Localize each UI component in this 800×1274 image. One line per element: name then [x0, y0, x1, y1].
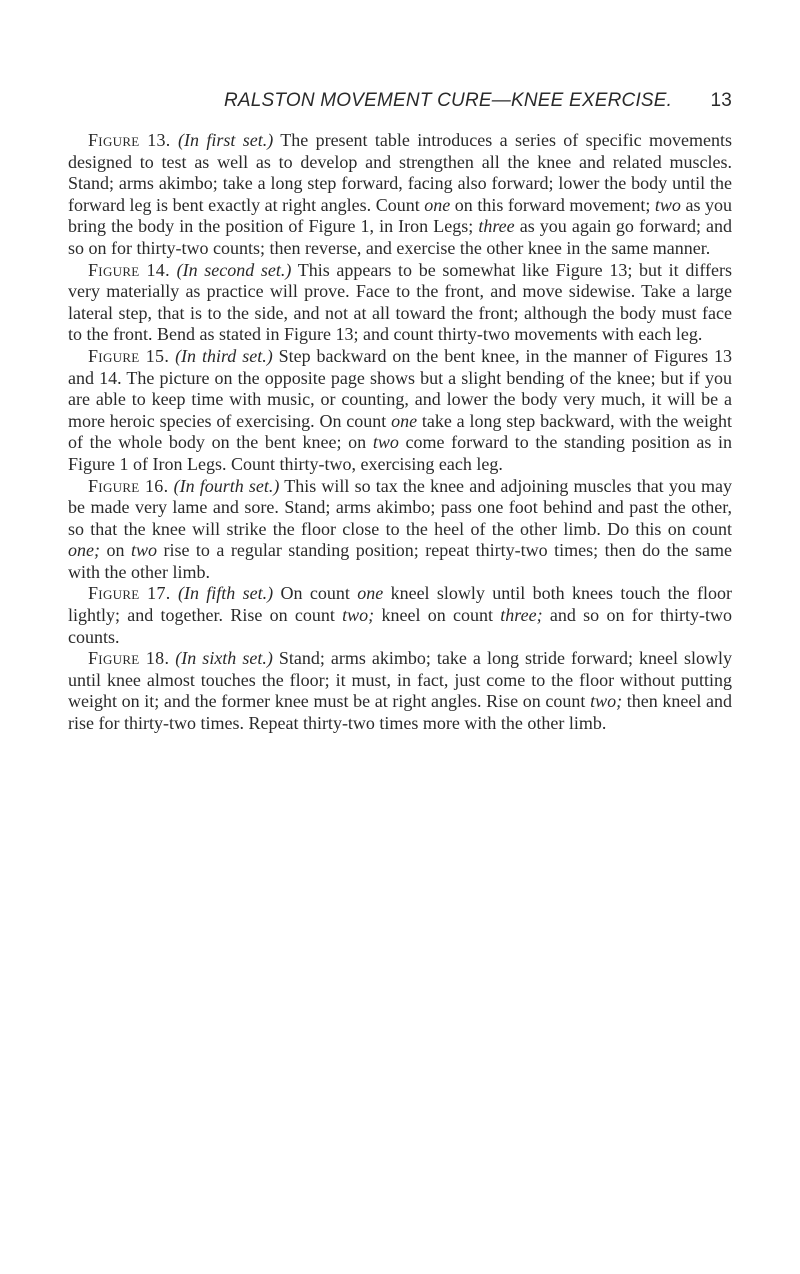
paragraph-text: Stand; arms akimbo; take a long stride forward; kneel slowly until knee almost touches the floor; it must, in fact, just come to the floor without putting weight on it; and the former knee must be at right angles. Rise on count: [68, 648, 732, 712]
paragraph-text: and so on for thirty-two counts.: [68, 605, 732, 647]
count-word: one;: [68, 540, 107, 561]
paragraph-text: kneel slowly until both knees touch the floor lightly; and together. Rise on count: [68, 583, 733, 626]
paragraph-text: as you again go forward; and so on for thirty-two counts; then reverse, and exercise the other knee in the same manner.: [68, 216, 733, 258]
paragraph-text: on this forward movement;: [450, 194, 655, 215]
figure-label: Figure 14.: [88, 259, 170, 280]
figure-label: Figure 17.: [88, 583, 171, 604]
figure-label: Figure 18.: [88, 648, 170, 669]
paragraph-text: then kneel and rise for thirty-two times. Repeat thirty-two times more with the other limb.: [68, 691, 732, 734]
set-label: (In second set.): [176, 259, 292, 280]
paragraph-text: on: [106, 540, 131, 561]
count-word: two: [372, 432, 399, 453]
count-word: one: [357, 583, 384, 604]
paragraph-text: rise to a regular standing position; repeat thirty-two times; then do the same with the other limb.: [68, 540, 733, 582]
paragraph: [68, 583, 732, 648]
paragraph-text: Step backward on the bent knee, in the manner of Figures 13 and 14. The picture on the opposite page shows but a slight bending of the knee; but if you are able to keep time with music, or counting, and lower the body very much, it will be a more heroic species of exercising. On count: [68, 345, 732, 431]
paragraph: [68, 346, 732, 476]
page-number: 13: [710, 90, 732, 111]
running-head-title: RALSTON MOVEMENT CURE—KNEE EXERCISE.: [224, 90, 673, 111]
paragraph: [68, 476, 732, 584]
paragraph: [68, 130, 732, 260]
set-label: (In fourth set.): [173, 475, 280, 496]
figure-label: Figure 13.: [88, 130, 171, 150]
count-word: one: [391, 410, 418, 431]
set-label: (In sixth set.): [175, 648, 273, 669]
paragraph-text: The present table introduces a series of specific movements designed to test as well as to develop and strengthen all the knee and related muscles. Stand; arms akimbo; take a long step forward, facing also forward; lower the body until the forward leg is bent exactly at right angles. Count: [68, 130, 732, 215]
count-word: one: [424, 194, 451, 215]
count-word: two;: [342, 605, 382, 626]
figure-label: Figure 16.: [88, 475, 169, 496]
paragraph-text: This appears to be somewhat like Figure 13; but it differs very materially as practice will prove. Face to the front, and move sidewise. Take a large lateral step, that is to the side, and not at all toward the front; although the body must face to the front. Bend as stated in Figure 13; and count thirty-two movements with each leg.: [68, 259, 733, 345]
paragraph-text: On count: [273, 583, 358, 604]
count-word: two: [130, 540, 157, 561]
set-label: (In third set.): [175, 345, 273, 366]
paragraph: [68, 648, 732, 734]
body-text: [68, 130, 732, 735]
paragraph-text: come forward to the standing position as in Figure 1 of Iron Legs. Count thirty-two, exercising each leg.: [68, 432, 732, 474]
paragraph-text: This will so tax the knee and adjoining muscles that you may be made very lame and sore. Stand; arms akimbo; pass one foot behind and past the other, so that the knee will strike the floor close to the heel of the other limb. Do this on count: [68, 475, 733, 539]
set-label: (In first set.): [177, 130, 274, 150]
count-word: two;: [590, 691, 627, 712]
paragraph-text: kneel on count: [381, 605, 501, 626]
count-word: three: [478, 216, 515, 237]
running-head: [224, 90, 732, 120]
paragraph: [68, 260, 732, 346]
count-word: three;: [500, 605, 550, 626]
paragraph-text: take a long step backward, with the weight of the whole body on the bent knee; on: [68, 410, 732, 453]
paragraph-text: as you bring the body in the position of Figure 1, in Iron Legs;: [68, 194, 732, 237]
figure-label: Figure 15.: [88, 345, 170, 366]
set-label: (In fifth set.): [177, 583, 274, 604]
count-word: two: [654, 194, 681, 215]
